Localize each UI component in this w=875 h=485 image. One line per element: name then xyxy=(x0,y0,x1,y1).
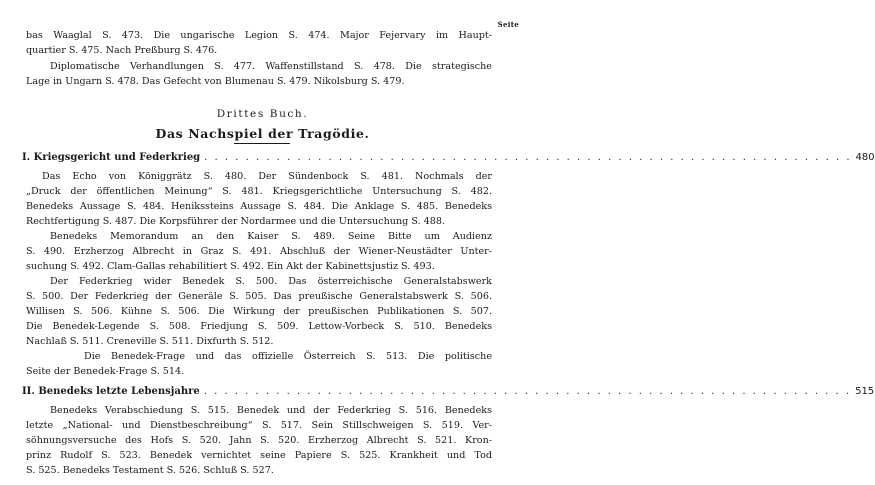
section-heading-1 xyxy=(22,152,875,163)
seite-label: Seite xyxy=(497,20,519,29)
text-line: suchung S. 492. Clam-Gallas rehabilitiert S. 492. Ein Akt der Kabinettsjustiz S. 493. xyxy=(26,261,435,272)
section-title: I. Kriegsgericht und Federkrieg xyxy=(22,152,201,163)
section-title: II. Benedeks letzte Lebensjahre xyxy=(22,386,200,397)
heading-rule xyxy=(234,143,290,144)
text-line: Der Federkrieg wider Benedek S. 500. Das österreichische Generalstabswerk xyxy=(50,276,492,287)
book-title-heading: Das Nachspiel der Tragödie. xyxy=(155,126,370,141)
text-line: Rechtfertigung S. 487. Die Korpsführer der Nordarmee und die Untersuchung S. 488. xyxy=(26,216,446,227)
text-line: Seite der Benedek-Frage S. 514. xyxy=(26,366,185,377)
text-line: S. 500. Der Federkrieg der Generäle S. 505. Das preußische Generalstabswerk S. 506. xyxy=(26,291,492,302)
text-line: Das Echo von Königgrätz S. 480. Der Sündenbock S. 481. Nochmals der xyxy=(42,171,492,182)
text-line: Lage in Ungarn S. 478. Das Gefecht von Blumenau S. 479. Nikolsburg S. 479. xyxy=(26,76,405,87)
leader-dots: . . . . . . . . . . . . . . . . . . . . . . . . . . . . . . . . . . . . . . . . . . . . . . . . . . . . . . . . . . . . . . . xyxy=(203,386,852,397)
book-number-heading: Drittes Buch. xyxy=(216,108,309,120)
text-line: Die Benedek-Frage und das offizielle Österreich S. 513. Die politische xyxy=(84,351,492,362)
text-line: prinz Rudolf S. 523. Benedek vernichtet seine Papiere S. 525. Krankheit und Tod xyxy=(26,450,492,461)
text-line: Benedeks Aussage S. 484. Henikssteins Aussage S. 484. Die Anklage S. 485. Benedeks xyxy=(26,201,492,212)
section-page-number: 515 xyxy=(855,386,875,397)
text-line: Willisen S. 506. Kühne S. 506. Die Wirkung der preußischen Publikationen S. 507. xyxy=(26,306,492,317)
text-line: söhnungsversuche des Hofs S. 520. Jahn S. 520. Erzherzog Albrecht S. 521. Kron- xyxy=(26,435,492,446)
text-line: S. 490. Erzherzog Albrecht in Graz S. 491. Abschluß der Wiener-Neustädter Unter- xyxy=(26,246,492,257)
text-line: bas Waaglal S. 473. Die ungarische Legion S. 474. Major Fejervary im Haupt- xyxy=(26,30,492,41)
leader-dots: . . . . . . . . . . . . . . . . . . . . . . . . . . . . . . . . . . . . . . . . . . . . . . . . . . . . . . . . . . . . . . . xyxy=(204,152,852,163)
text-line: Nachlaß S. 511. Creneville S. 511. Dixfurth S. 512. xyxy=(26,336,274,347)
text-line: „Druck der öffentlichen Meinung“ S. 481. Kriegsgerichtliche Untersuchung S. 482. xyxy=(26,186,492,197)
text-line: letzte „National- und Dienstbeschreibung“ S. 517. Sein Stillschweigen S. 519. Ver- xyxy=(26,420,492,431)
text-line: Diplomatische Verhandlungen S. 477. Waffenstillstand S. 478. Die strategische xyxy=(50,61,492,72)
text-line: Benedeks Verabschiedung S. 515. Benedek und der Federkrieg S. 516. Benedeks xyxy=(50,405,492,416)
section-heading-2 xyxy=(22,386,875,397)
text-line: Benedeks Memorandum an den Kaiser S. 489. Seine Bitte um Audienz xyxy=(50,231,492,242)
text-line: quartier S. 475. Nach Preßburg S. 476. xyxy=(26,45,218,56)
section-page-number: 480 xyxy=(855,152,875,163)
text-line: S. 525. Benedeks Testament S. 526. Schluß S. 527. xyxy=(26,465,274,476)
text-line: Die Benedek-Legende S. 508. Friedjung S. 509. Lettow-Vorbeck S. 510. Benedeks xyxy=(26,321,492,332)
